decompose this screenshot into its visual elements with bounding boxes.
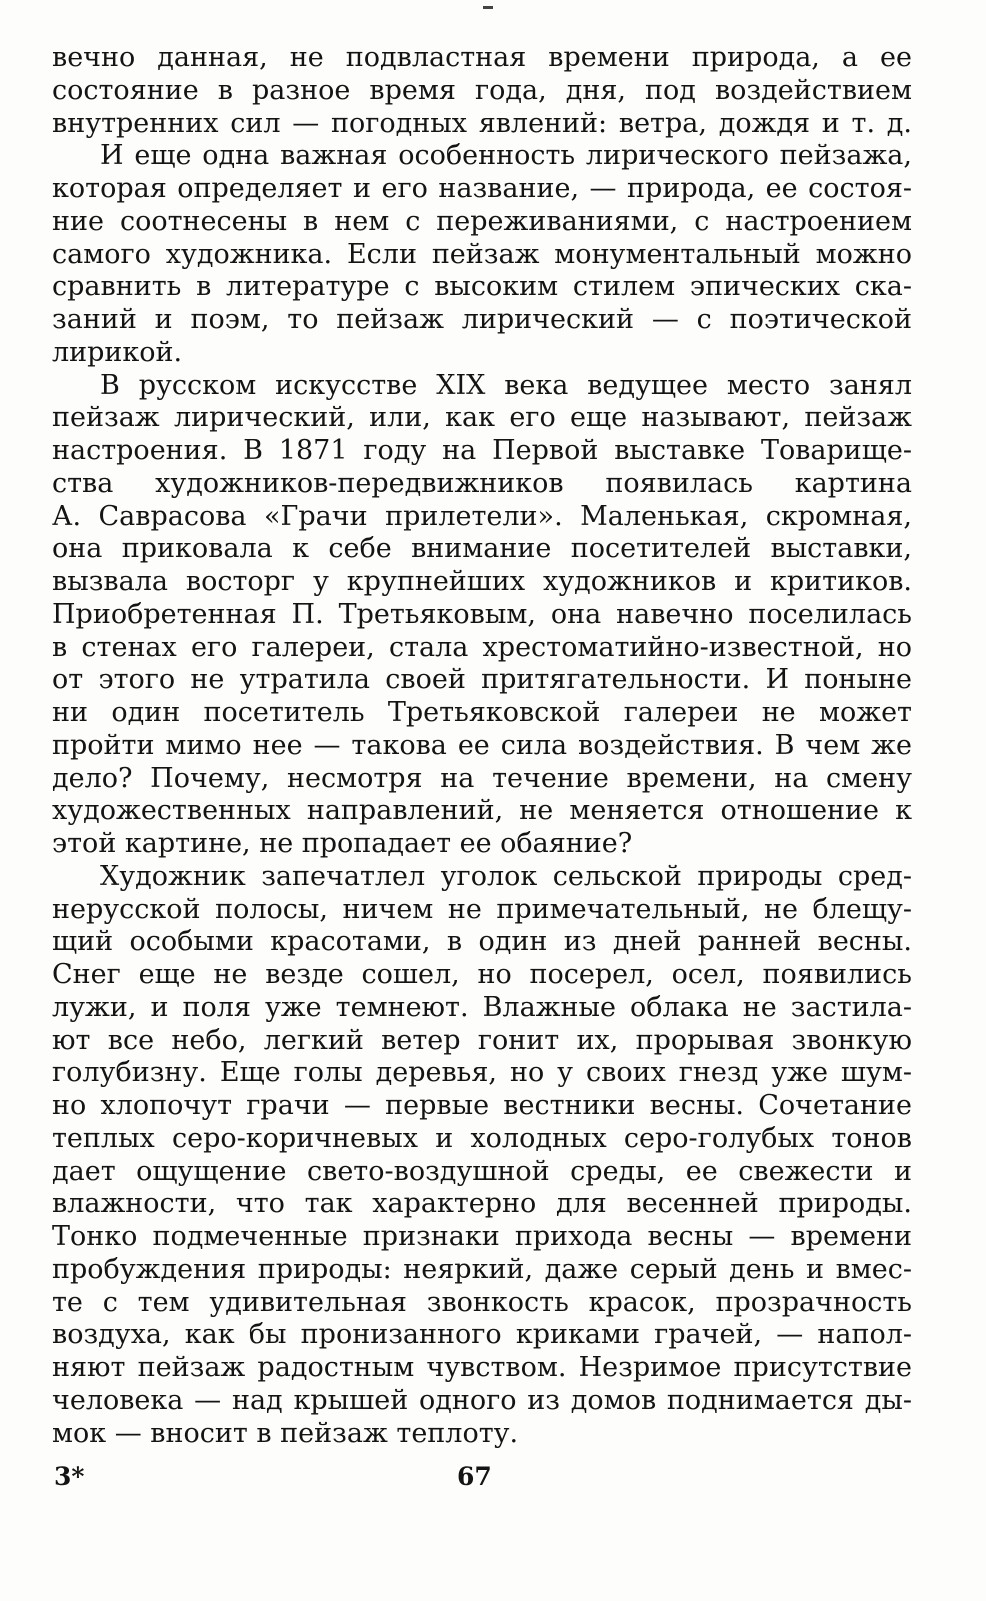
- text-line: художественных направлений, не меняется отношение к: [52, 795, 912, 827]
- paragraph-start-line: В русском искусстве XIX века ведущее место занял: [100, 369, 912, 401]
- text-line: ют все небо, легкий ветер гонит их, прорывая звонкую: [52, 1024, 912, 1056]
- paragraph-end-line: мок — вносит в пейзаж теплоту.: [52, 1417, 519, 1449]
- text-line: она приковала к себе внимание посетителей выставки,: [52, 533, 912, 565]
- text-line: дает ощущение свето-воздушной среды, ее свежести и: [52, 1155, 912, 1187]
- page-text: [52, 42, 912, 1450]
- print-mark: [483, 6, 493, 9]
- text-line: от этого не утратила своей притягательности. И поныне: [52, 664, 912, 696]
- text-line: ни один посетитель Третьяковской галереи не может: [52, 697, 912, 728]
- text-line: ние соотнесены в нем с переживаниями, с настроением: [52, 205, 912, 237]
- text-line: дело? Почему, несмотря на течение времени, на смену: [52, 762, 912, 794]
- text-line: голубизну. Еще голы деревья, но у своих гнезд уже шум-: [52, 1057, 912, 1089]
- text-line: лужи, и поля уже темнеют. Влажные облака не застила-: [52, 991, 912, 1023]
- text-line: вечно данная, не подвластная времени природа, а ее: [52, 42, 912, 73]
- text-line: человека — над крышей одного из домов поднимается ды-: [52, 1384, 912, 1416]
- text-line: те с тем удивительная звонкость красок, прозрачность: [52, 1286, 912, 1318]
- paragraph-end-line: этой картине, не пропадает ее обаяние?: [52, 828, 633, 859]
- text-line: пейзаж лирический, или, как его еще называют, пейзаж: [52, 402, 912, 434]
- text-line: Тонко подмеченные признаки прихода весны — времени: [52, 1221, 912, 1252]
- text-line: пройти мимо нее — такова ее сила воздействия. В чем же: [52, 729, 912, 761]
- text-line: сравнить в литературе с высоким стилем эпических ска-: [52, 271, 912, 303]
- text-line: влажности, что так характерно для весенней природы.: [52, 1188, 912, 1220]
- paragraph-start-line: Художник запечатлел уголок сельской природы сред-: [100, 860, 912, 892]
- text-line: вызвала восторг у крупнейших художников и критиков.: [52, 566, 912, 597]
- text-line: теплых серо-коричневых и холодных серо-голубых тонов: [52, 1122, 912, 1154]
- text-line: ства художников-передвижников появилась картина: [52, 467, 912, 499]
- text-line: самого художника. Если пейзаж монументальный можно: [52, 238, 912, 270]
- text-line: щий особыми красотами, в один из дней ранней весны.: [52, 926, 912, 958]
- text-line: Снег еще не везде сошел, но посерел, осел, появились: [52, 959, 912, 990]
- page-number: 67: [457, 1462, 492, 1491]
- text-line: внутренних сил — погодных явлений: ветра, дождя и т. д.: [52, 107, 912, 139]
- printer-signature: 3*: [54, 1462, 85, 1491]
- text-line: в стенах его галереи, стала хрестоматийно-известной, но: [52, 631, 912, 663]
- text-line: заний и поэм, то пейзаж лирический — с поэтической: [52, 304, 912, 335]
- text-line: няют пейзаж радостным чувством. Незримое присутствие: [52, 1352, 912, 1383]
- text-line: воздуха, как бы пронизанного криками грачей, — напол-: [52, 1319, 912, 1351]
- text-line: настроения. В 1871 году на Первой выставке Товарище-: [52, 435, 912, 466]
- paragraph-end-line: лирикой.: [52, 336, 183, 368]
- text-line: но хлопочут грачи — первые вестники весны. Сочетание: [52, 1090, 912, 1121]
- text-line: А. Саврасова «Грачи прилетели». Маленькая, скромная,: [52, 500, 912, 532]
- paragraph-start-line: И еще одна важная особенность лирического пейзажа,: [100, 140, 912, 172]
- text-line: пробуждения природы: неяркий, даже серый день и вмес-: [52, 1253, 912, 1285]
- text-line: которая определяет и его название, — природа, ее состоя-: [52, 173, 912, 204]
- text-line: состояние в разное время года, дня, под воздействием: [52, 74, 912, 106]
- page-footer: [52, 1462, 912, 1502]
- text-line: нерусской полосы, ничем не примечательный, не блещу-: [52, 893, 912, 925]
- text-line: Приобретенная П. Третьяковым, она навечно поселилась: [52, 598, 912, 630]
